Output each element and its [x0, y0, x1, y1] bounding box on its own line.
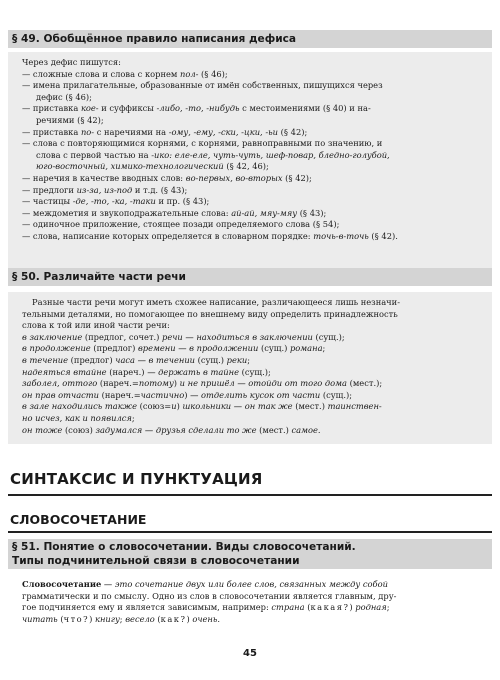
text-fragment: Разные части речи могут иметь схожее написание, различающееся лишь незначи- — [32, 297, 400, 307]
text-fragment: — междометия и звукоподражательные слова: — [22, 207, 232, 218]
italic-fragment: во-первых, во-вторых — [185, 172, 283, 183]
italic-fragment: из-за, из-под — [76, 184, 133, 195]
rule-list-item — [22, 219, 484, 231]
rule-list-item — [22, 185, 484, 197]
text-fragment: (сущ.); — [239, 366, 271, 377]
italic-fragment: по- — [80, 126, 95, 137]
rule-list-item — [22, 103, 484, 115]
text-fragment: и т.д. (§ 43); — [132, 184, 188, 195]
italic-fragment: -ико: — [151, 149, 173, 160]
section-51-paragraph — [22, 579, 488, 625]
text-fragment: ; — [386, 602, 390, 613]
text-fragment: (предлог) — [90, 343, 138, 354]
text-fragment: — слова, написание которых определяется в словарном порядке: — [22, 230, 314, 241]
italic-fragment: еле-еле, чуть-чуть, шеф-повар, бледно-голубой, — [174, 149, 390, 160]
section-49-intro: Через дефис пишутся: — [22, 57, 121, 67]
paragraph-line — [22, 614, 488, 626]
rule-list-item — [22, 150, 484, 162]
italic-fragment: времени — в продолжении — [137, 343, 259, 354]
italic-fragment: какая? — [310, 602, 350, 613]
intro-line — [22, 309, 484, 321]
text-fragment: (нареч.) — [106, 366, 148, 377]
text-fragment: (§ 42). — [368, 230, 398, 241]
italic-fragment: в заключение — [22, 331, 83, 342]
text-fragment: ; — [131, 412, 135, 423]
italic-fragment: -де, -то, -ка, -таки — [72, 196, 156, 207]
section-49-title: § 49. Обобщённое правило написания дефиса — [8, 30, 492, 48]
rule-list-item — [22, 115, 484, 127]
italic-fragment: -либо, -то, -нибудь — [156, 103, 240, 114]
example-line — [22, 367, 484, 379]
italic-fragment: кое- — [80, 103, 99, 114]
rule-list-item — [22, 161, 484, 173]
example-line — [22, 413, 484, 425]
italic-fragment: как? — [160, 613, 187, 624]
text-fragment: с наречиями на — [94, 126, 169, 137]
intro-line — [22, 297, 484, 309]
italic-fragment: что? — [63, 613, 90, 624]
text-fragment: слова к той или иной части речи: — [22, 320, 170, 331]
paragraph-line — [22, 591, 488, 603]
rule-list-item — [22, 80, 484, 92]
text-fragment: (§ 42, 46); — [223, 161, 269, 172]
text-fragment: ) — [186, 613, 193, 624]
italic-fragment: но исчез, как и появился — [22, 412, 132, 423]
italic-fragment: читать — [22, 613, 58, 624]
section-49-rules-box — [8, 52, 492, 286]
example-line — [22, 425, 484, 437]
text-fragment: ; — [119, 613, 126, 624]
rule-list-item — [22, 196, 484, 208]
rule-list-item — [22, 127, 484, 139]
italic-fragment: и — [171, 401, 177, 412]
text-fragment: — слова с повторяющимися корнями, с корнями, равноправными по значению, и — [22, 138, 383, 149]
text-fragment: (сущ.); — [320, 389, 353, 400]
italic-fragment: книгу — [95, 613, 120, 624]
italic-fragment: заболел, оттого — [22, 378, 98, 389]
text-fragment: — приставка — [22, 103, 81, 114]
text-fragment: ) — [349, 602, 356, 613]
text-fragment: ( — [154, 613, 161, 624]
text-fragment: грамматически и по смыслу. Одно из слов в словосочетании является главным, дру- — [22, 590, 397, 601]
text-fragment: (союз= — [137, 401, 172, 412]
italic-fragment: весело — [125, 613, 155, 624]
subchapter-heading: СЛОВОСОЧЕТАНИЕ — [10, 512, 147, 527]
italic-fragment: родная — [355, 602, 387, 613]
example-line — [22, 332, 484, 344]
example-line — [22, 378, 484, 390]
text-fragment: ; — [247, 354, 250, 365]
text-fragment: (мест.); — [346, 378, 383, 389]
rule-list-item — [22, 138, 484, 150]
italic-fragment: в продолжение — [22, 343, 91, 354]
italic-fragment: — держать в тайне — [147, 366, 240, 377]
example-line — [22, 390, 484, 402]
text-fragment: (предлог, сочет.) — [82, 331, 163, 342]
text-fragment: (союз) — [62, 424, 96, 435]
page-number: 45 — [243, 648, 257, 659]
italic-fragment: он прав отчасти — [22, 389, 99, 400]
text-fragment: тельными деталями, но помогающее по внешнему виду определить принадлежность — [22, 308, 398, 319]
text-fragment: (нареч.= — [97, 378, 139, 389]
text-fragment: (§ 42); — [282, 172, 312, 183]
intro-line — [22, 320, 484, 332]
text-fragment: речиями (§ 42); — [36, 114, 104, 125]
italic-fragment: задумался — друзья сделали то же — [95, 424, 257, 435]
rule-list-item — [22, 208, 484, 220]
paragraph-line — [22, 579, 488, 591]
rule-list-item — [22, 173, 484, 185]
rule-list-item — [22, 69, 484, 81]
text-fragment: (§ 46); — [198, 68, 228, 79]
text-fragment: с местоимениями (§ 40) и на- — [239, 103, 371, 114]
text-fragment: гое подчиняется ему и является зависимым, например: — [22, 602, 272, 613]
text-fragment: (сущ.) — [195, 354, 227, 365]
section-50-title: § 50. Различайте части речи — [8, 268, 492, 286]
text-fragment: — частицы — [22, 196, 73, 207]
text-fragment: (мест.) — [256, 424, 292, 435]
text-fragment: ) — [176, 401, 183, 412]
text-fragment: (мест.) — [292, 401, 328, 412]
italic-fragment: в течение — [22, 354, 69, 365]
paragraph-line — [22, 602, 488, 614]
italic-fragment: частично — [140, 389, 185, 400]
text-fragment: . — [217, 613, 221, 624]
text-fragment: и суффиксы — [98, 103, 157, 114]
italic-fragment: он тоже — [22, 424, 63, 435]
text-fragment: ) — [184, 389, 191, 400]
text-fragment: — предлоги — [22, 184, 77, 195]
text-fragment: ) — [89, 613, 95, 624]
text-fragment: ; — [322, 343, 326, 354]
italic-fragment: — отделить кусок от части — [190, 389, 321, 400]
italic-fragment: пол- — [179, 68, 199, 79]
italic-fragment: таинствен- — [327, 401, 382, 412]
italic-fragment: романа — [289, 343, 323, 354]
text-fragment: ( — [57, 613, 64, 624]
section-51-title-line2: Типы подчинительной связи в словосочетании — [12, 555, 300, 567]
italic-fragment: страна — [271, 602, 305, 613]
italic-fragment: ай-ай, мяу-мяу — [231, 207, 298, 218]
text-fragment: — сложные слова и слова с корнем — [22, 68, 180, 79]
rule-list-item — [22, 92, 484, 104]
text-fragment: — одиночное приложение, стоящее позади определяемого слова (§ 54); — [22, 219, 340, 230]
chapter-heading: СИНТАКСИС И ПУНКТУАЦИЯ — [10, 470, 263, 488]
text-fragment: (сущ.); — [312, 331, 345, 342]
italic-fragment: -ому, -ему, -ски, -цки, -ьи — [168, 126, 279, 137]
text-fragment: — приставка — [22, 126, 81, 137]
italic-fragment: в зале находились также — [22, 401, 137, 412]
text-fragment: (нареч.= — [99, 389, 141, 400]
text-fragment: Словосочетание — [22, 579, 102, 589]
text-fragment: — имена прилагательные, образованные от имён собственных, пишущихся через — [22, 80, 383, 91]
italic-fragment: и не пришёл — отойди от того дома — [179, 378, 347, 389]
text-fragment: слова с первой частью на — [36, 149, 152, 160]
text-fragment: и пр. (§ 43); — [155, 196, 210, 207]
text-fragment: дефис (§ 46); — [36, 91, 92, 102]
subchapter-rule — [8, 531, 492, 533]
text-fragment: ) — [173, 378, 180, 389]
italic-fragment: школьники — он так же — [182, 401, 293, 412]
example-line — [22, 343, 484, 355]
italic-fragment: — это сочетание двух или более слов, связанных между собой — [101, 579, 388, 589]
italic-fragment: реки — [226, 354, 248, 365]
example-line — [22, 355, 484, 367]
text-fragment: — наречия в качестве вводных слов: — [22, 172, 186, 183]
section-51-title — [8, 539, 492, 569]
text-fragment: (§ 43); — [297, 207, 327, 218]
example-line — [22, 401, 484, 413]
italic-fragment: часа — в течении — [115, 354, 196, 365]
rule-list-item — [22, 231, 484, 243]
italic-fragment: самое — [291, 424, 318, 435]
section-51-title-line1: § 51. Понятие о словосочетании. Виды словосочетаний. — [12, 541, 356, 553]
text-fragment: (сущ.) — [258, 343, 290, 354]
chapter-rule — [8, 494, 492, 496]
text-fragment: ( — [304, 602, 311, 613]
italic-fragment: речи — находиться в заключении — [162, 331, 313, 342]
text-fragment: (§ 42); — [278, 126, 308, 137]
italic-fragment: очень — [192, 613, 218, 624]
italic-fragment: надеяться втайне — [22, 366, 107, 377]
italic-fragment: потому — [138, 378, 174, 389]
italic-fragment: точь-в-точь — [313, 230, 369, 241]
text-fragment: (предлог) — [68, 354, 116, 365]
section-50-box — [8, 292, 492, 444]
text-fragment: . — [317, 424, 321, 435]
italic-fragment: юго-восточный, химико-технологический — [36, 161, 224, 172]
